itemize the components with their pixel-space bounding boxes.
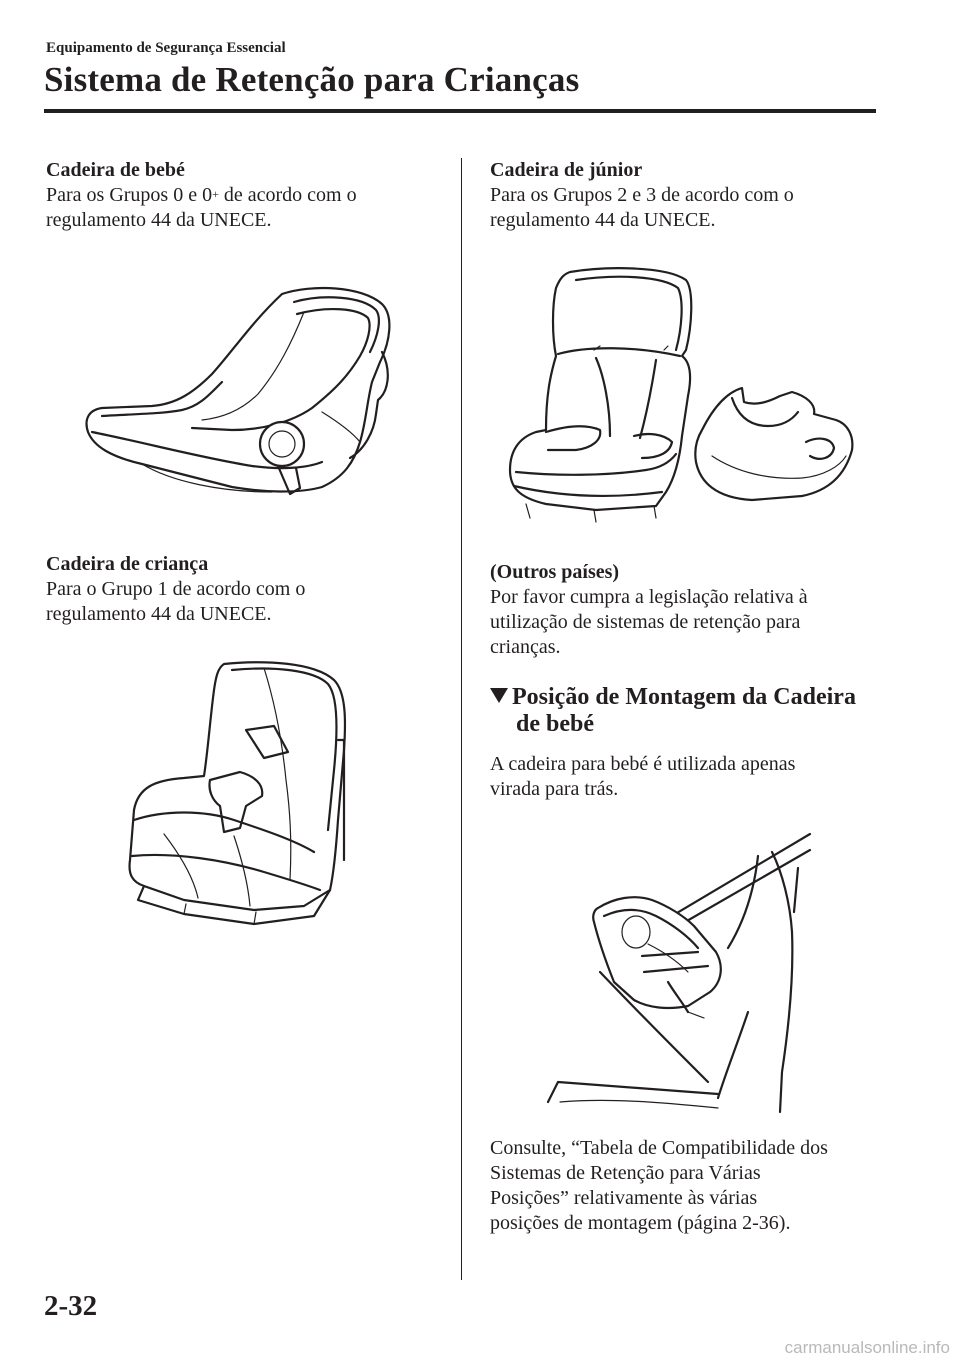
junior-seat-line2: regulamento 44 da UNECE. bbox=[490, 209, 716, 231]
child-seat-line1: Para o Grupo 1 de acordo com o bbox=[46, 578, 306, 600]
junior-seat-heading: Cadeira de júnior bbox=[490, 159, 643, 181]
child-seat-line2: regulamento 44 da UNECE. bbox=[46, 603, 272, 625]
junior-seat-illustration bbox=[506, 266, 858, 526]
page-number: 2-32 bbox=[44, 1290, 98, 1322]
other-countries-text bbox=[490, 560, 808, 660]
mounting-line2: virada para trás. bbox=[490, 778, 619, 800]
triangle-bullet-icon bbox=[490, 688, 508, 703]
section-label: Equipamento de Segurança Essencial bbox=[46, 40, 286, 56]
mounting-heading-line2: de bebé bbox=[516, 711, 594, 737]
consult-line2: Sistemas de Retenção para Várias bbox=[490, 1162, 761, 1184]
baby-seat-line1: Para os Grupos 0 e 0+ de acordo com o bbox=[46, 184, 357, 206]
consult-line1: Consulte, “Tabela de Compatibilidade dos bbox=[490, 1137, 828, 1159]
other-countries-heading: (Outros países) bbox=[490, 561, 620, 583]
consult-line4: posições de montagem (página 2-36). bbox=[490, 1212, 791, 1234]
mounting-heading-line1: Posição de Montagem da Cadeira bbox=[512, 684, 856, 710]
baby-carrier-illustration bbox=[82, 282, 402, 502]
other-countries-line1: Por favor cumpra a legislação relativa à bbox=[490, 586, 808, 608]
mounting-section-text bbox=[490, 752, 795, 802]
junior-seat-text bbox=[490, 158, 794, 233]
other-countries-line3: crianças. bbox=[490, 636, 561, 658]
watermark: carmanualsonline.info bbox=[784, 1338, 950, 1357]
child-seat-text bbox=[46, 552, 305, 627]
rear-facing-mounting-illustration bbox=[548, 832, 820, 1118]
mounting-line1: A cadeira para bebé é utilizada apenas bbox=[490, 753, 796, 775]
child-seat-heading: Cadeira de criança bbox=[46, 553, 209, 575]
junior-seat-line1: Para os Grupos 2 e 3 de acordo com o bbox=[490, 184, 794, 206]
child-seat-illustration bbox=[124, 660, 354, 928]
consult-text bbox=[490, 1136, 828, 1236]
consult-line3: Posições” relativamente às várias bbox=[490, 1187, 758, 1209]
mounting-section-heading bbox=[490, 684, 856, 738]
baby-seat-line2: regulamento 44 da UNECE. bbox=[46, 209, 272, 231]
title-rule bbox=[44, 109, 876, 113]
other-countries-line2: utilização de sistemas de retenção para bbox=[490, 611, 801, 633]
baby-seat-text bbox=[46, 158, 357, 233]
page-title: Sistema de Retenção para Crianças bbox=[44, 60, 580, 99]
column-divider bbox=[461, 158, 462, 1280]
group-plus-sup: + bbox=[212, 187, 219, 201]
baby-seat-heading: Cadeira de bebé bbox=[46, 159, 185, 181]
